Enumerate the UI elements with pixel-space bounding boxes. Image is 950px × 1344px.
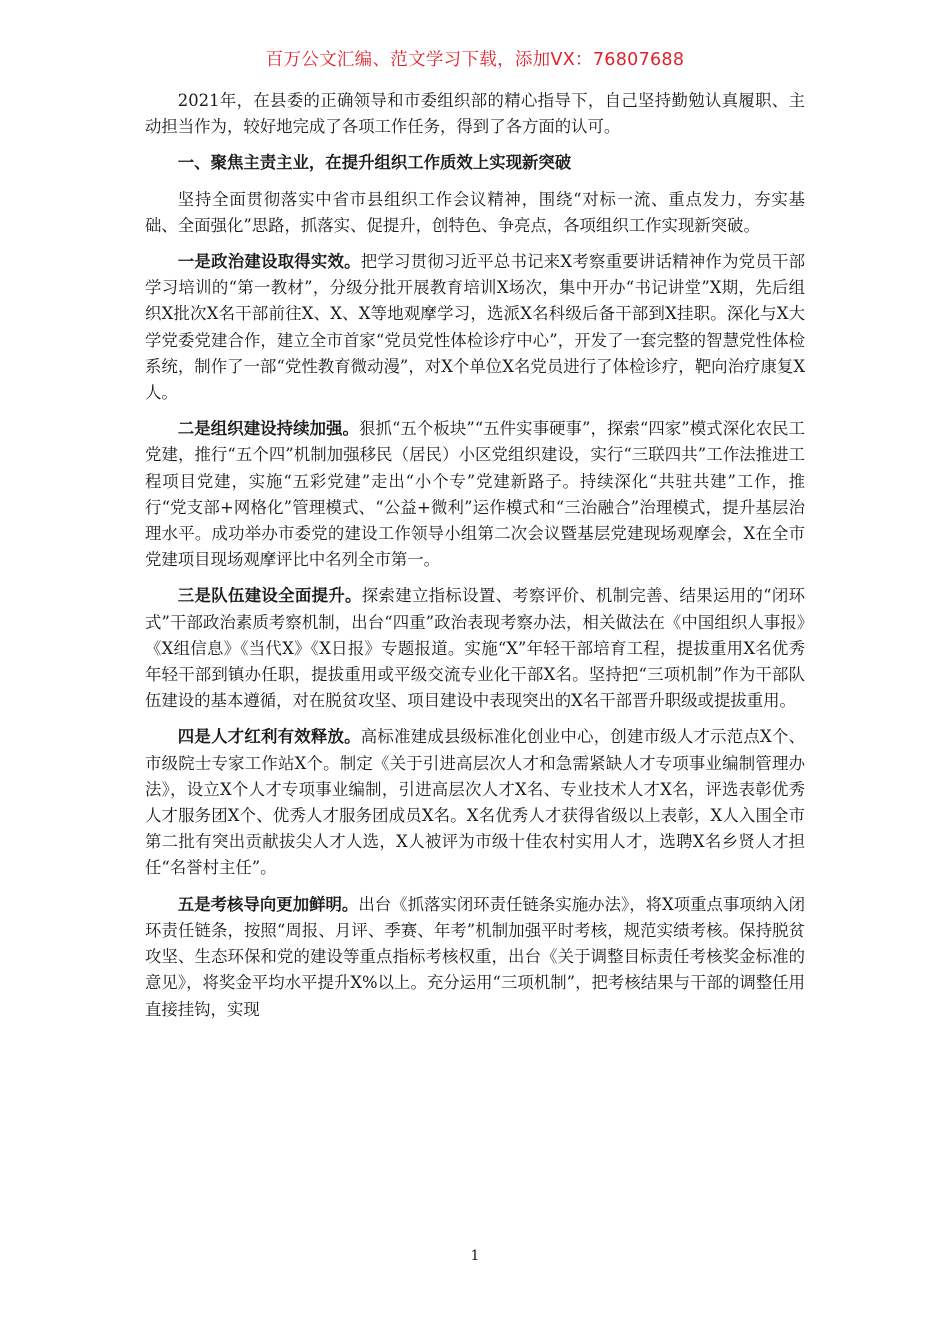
item-paragraph-3: [145, 583, 805, 714]
item-paragraph-2: [145, 416, 805, 573]
item-text: 出台《抓落实闭环责任链条实施办法》，将X项重点事项纳入闭环责任链条，按照“周报、月评、季赛、年考”机制加强平时考核，规范实绩考核。保持脱贫攻坚、生态环保和党的建设等重点指标考核权重，出台《关于调整目标责任考核奖金标准的意见》，将奖金平均水平提升X%以上。充分运用“三项机制”，把考核结果与干部的调整任用直接挂钩，实现: [145, 894, 806, 1019]
item-paragraph-4: [145, 724, 805, 881]
intro-paragraph: 2021年，在县委的正确领导和市委组织部的精心指导下，自己坚持勤勉认真履职、主动担当作为，较好地完成了各项工作任务，得到了各方面的认可。: [145, 91, 805, 137]
item-lead: 四是人才红利有效释放。: [177, 727, 361, 747]
item-lead: 一是政治建设取得实效。: [177, 252, 361, 272]
watermark-banner: 百万公文汇编、范文学习下载，添加VX：76807688: [265, 50, 685, 70]
item-lead: 三是队伍建设全面提升。: [177, 586, 362, 606]
item-text: 探索建立指标设置、考察评价、机制完善、结果运用的“闭环式”干部政治素质考察机制，出台“四重”政治表现考察办法，相关做法在《中国组织人事报》《X组信息》《当代X》《X日报》专题报道。实施“X”年轻干部培育工程，提拔重用X名优秀年轻干部到镇办任职，提拔重用或平级交流专业化干部X名。坚持把“三项机制”作为干部队伍建设的基本遵循，对在脱贫攻坚、项目建设中表现突出的X名干部晋升职级或提拔重用。: [145, 586, 806, 711]
item-text: 高标准建成县级标准化创业中心，创建市级人才示范点X个、市级院士专家工作站X个。制定《关于引进高层次人才和急需紧缺人才专项事业编制管理办法》，设立X个人才专项事业编制，引进高层次人才X名、专业技术人才X名，评选表彰优秀人才服务团X个、优秀人才服务团成员X名。X名优秀人才获得省级以上表彰，X人入围全市第二批有突出贡献拔尖人才人选，X人被评为市级十佳农村实用人才，选聘X名乡贤人才担任“名誉村主任”。: [145, 727, 805, 878]
document-body: [145, 88, 805, 1023]
item-text: 狠抓“五个板块”“五件实事硬事”，探索“四家”模式深化农民工党建，推行“五个四”机制加强移民（居民）小区党组织建设，实行“三联四共”工作法推进工程项目党建，实施“五彩党建”走出“小个专”党建新路子。持续深化“共驻共建”工作，推行“党支部+网格化”管理模式、“公益+微利”运作模式和“三治融合”治理模式，提升基层治理水平。成功举办市委党的建设工作领导小组第二次会议暨基层党建现场观摩会，X在全市党建项目现场观摩评比中名列全市第一。: [145, 419, 805, 570]
item-text: 把学习贯彻习近平总书记来X考察重要讲话精神作为党员干部学习培训的“第一教材”，分级分批开展教育培训X场次，集中开办“书记讲堂”X期，先后组织X批次X名干部前往X、X、X等地观摩学习，选派X名科级后备干部到X挂职。深化与X大学党委党建合作，建立全市首家“党员党性体检诊疗中心”，开发了一套完整的智慧党性体检系统，制作了一部“党性教育微动漫”，对X个单位X名党员进行了体检诊疗，靶向治疗康复X人。: [145, 252, 805, 403]
item-lead: 五是考核导向更加鲜明。: [177, 894, 359, 914]
item-paragraph-1: [145, 249, 805, 406]
item-lead: 二是组织建设持续加强。: [177, 419, 360, 439]
section-heading: 一、聚焦主责主业，在提升组织工作质效上实现新突破: [177, 153, 572, 173]
item-paragraph-5: [145, 892, 805, 1023]
section-intro-paragraph: 坚持全面贯彻落实中省市县组织工作会议精神，围绕“对标一流、重点发力，夯实基础、全面强化”思路，抓落实、促提升，创特色、争亮点，各项组织工作实现新突破。: [145, 189, 805, 235]
page-number: 1: [470, 1248, 480, 1264]
